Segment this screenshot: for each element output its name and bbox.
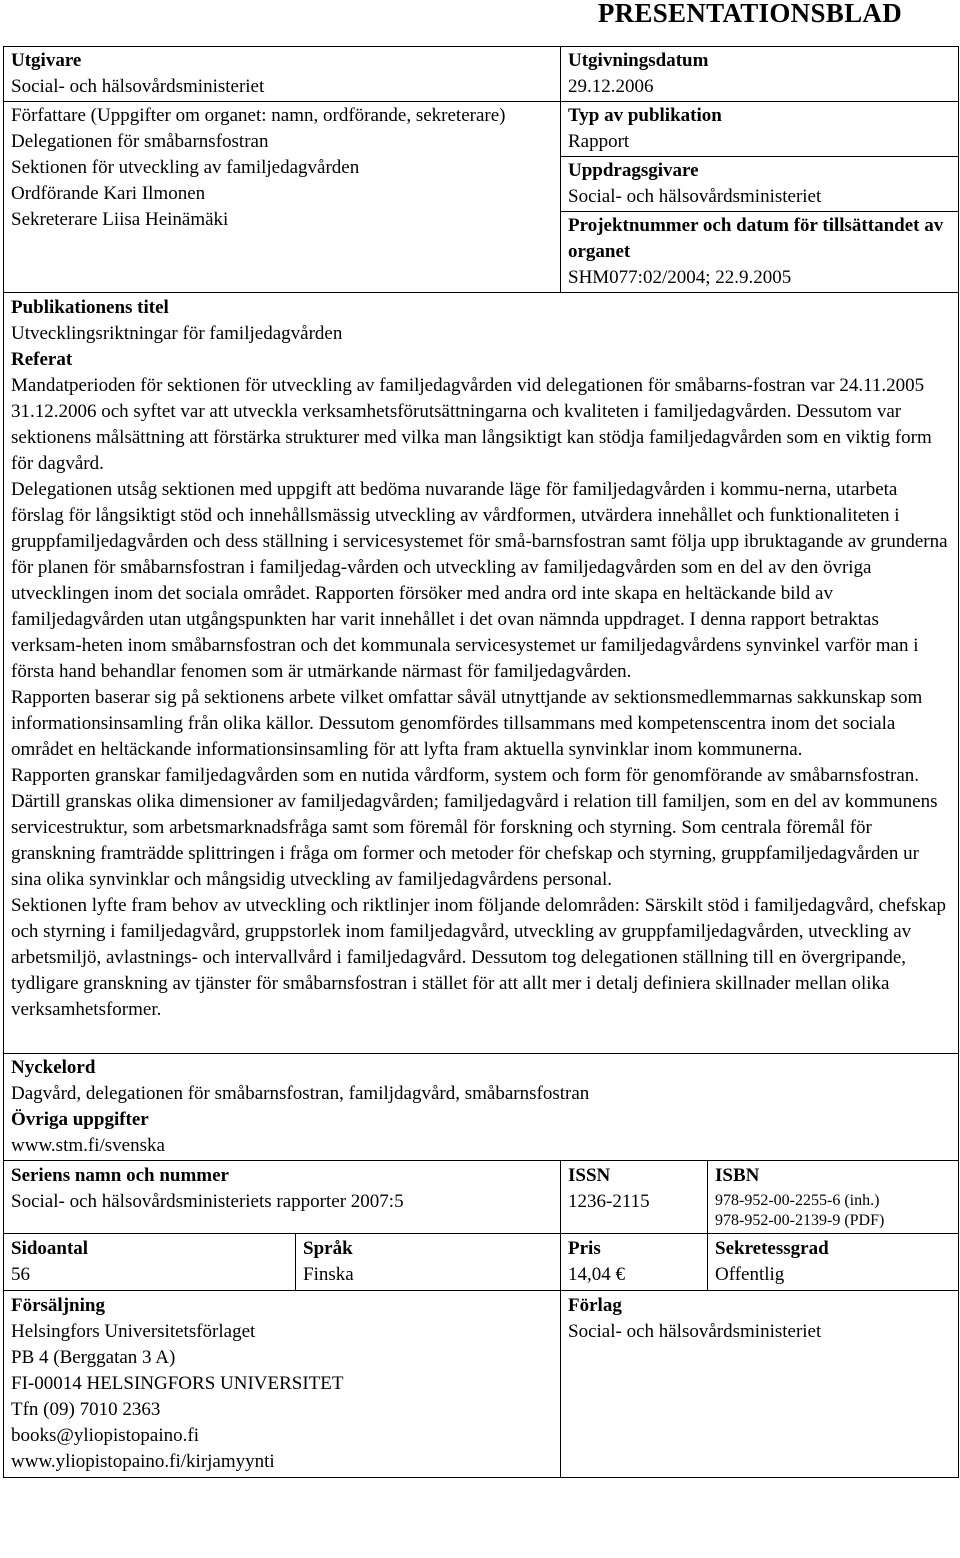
projektnummer-value: SHM077:02/2004; 22.9.2005 — [568, 267, 792, 288]
forlag-value: Social- och hälsovårdsministeriet — [568, 1321, 822, 1342]
sekretessgrad-value: Offentlig — [715, 1264, 785, 1285]
forsaljning-line[interactable]: books@yliopistopaino.fi — [11, 1425, 199, 1446]
nyckelord-label: Nyckelord — [11, 1057, 96, 1078]
utgivare-label: Utgivare — [11, 50, 82, 71]
utgivningsdatum-value: 29.12.2006 — [568, 76, 654, 97]
utgivningsdatum-section — [561, 47, 958, 102]
forsaljning-label: Försäljning — [11, 1295, 105, 1316]
pris-value: 14,04 € — [568, 1264, 625, 1285]
isbn-value: 978-952-00-2139-9 (PDF) — [715, 1212, 885, 1229]
issn-cell — [561, 1161, 708, 1234]
sidoantal-cell — [4, 1234, 296, 1291]
referat-paragraph: Rapporten baserar sig på sektionens arbete vilket omfattar såväl utnyttjande av sektionsmedlemmarnas sakkunskap som informationsinsamling från olika källor. Dessutom genomfördes tillsammans med kompetenscentra inom det sociala området en heltäckande informationsinsamling för att lyfta fram aktuella synvinklar inom kommunerna. — [11, 687, 923, 760]
referat-paragraph: Mandatperioden för sektionen för utveckling av familjedagvården vid delegationen för småbarns-fostran var 24.11.2005 31.12.2006 och syftet var att utveckla verksamhetsförutsättningarna och kvaliteten i familjedagvården. Dessutom var sektionens målsättning att förstärka strukturer med vilka man långsiktigt kan stödja familjedagvården som en viktig form för dagvård. — [11, 375, 932, 474]
keywords-cell — [4, 1054, 959, 1161]
utgivare-section — [4, 47, 560, 102]
sprak-cell — [296, 1234, 561, 1291]
serie-value: Social- och hälsovårdsministeriets rapporter 2007:5 — [11, 1191, 404, 1212]
isbn-value: 978-952-00-2255-6 (inh.) — [715, 1192, 880, 1209]
typ-label: Typ av publikation — [568, 105, 722, 126]
forsaljning-line: Helsingfors Universitetsförlaget — [11, 1321, 256, 1342]
referat-paragraph: Rapporten granskar familjedagvården som en nutida vårdform, system och form för genomförande av småbarnsfostran. Därtill granskas olika dimensioner av familjedagvården; familjedagvård i relation till familjen, som en del av kommunens servicestruktur, som arbetsmarknadsfråga samt som föremål för forskning och styrning. Som centrala föremål för granskning framträdde splittringen i fråga om former och metoder för chefskap och styrning, gruppfamiljedagvården ur sina olika synvinklar och mångsidig utveckling av familjedagvårdens personal. — [11, 765, 938, 890]
projektnummer-section — [561, 212, 958, 292]
uppdragsgivare-value: Social- och hälsovårdsministeriet — [568, 186, 822, 207]
ovriga-value: www.stm.fi/svenska — [11, 1135, 165, 1156]
sekretessgrad-label: Sekretessgrad — [715, 1238, 829, 1259]
forfattare-line: Ordförande Kari Ilmonen — [11, 183, 206, 204]
typ-section — [561, 102, 958, 157]
referat-paragraph: Sektionen lyfte fram behov av utveckling och riktlinjer inom följande delområden: Särskilt stöd i familjedagvård, chefskap och styrning i familjedagvård, gruppstorlek inom familjedagvård, utveckling av gruppfamiljedagvården, utveckling av arbetsmiljö, avlastnings- och intervallvård i familjedagvård. Dessutom tog delegationen ställning till en övergripande, tydligare granskning av tjänster för småbarnsfostran i stället för att allt mer i detalj definiera skillnader mellan olika verksamhetsformer. — [11, 895, 946, 1020]
titel-label: Publikationens titel — [11, 297, 169, 318]
forfattare-section — [4, 102, 560, 277]
left-header-cell — [4, 47, 561, 293]
projektnummer-label: Projektnummer och datum för tillsättandet av organet — [568, 215, 944, 262]
isbn-label: ISBN — [715, 1165, 760, 1186]
pris-label: Pris — [568, 1238, 601, 1259]
forfattare-line: Delegationen för småbarnsfostran — [11, 131, 269, 152]
serie-cell — [4, 1161, 561, 1234]
utgivningsdatum-label: Utgivningsdatum — [568, 50, 709, 71]
uppdragsgivare-label: Uppdragsgivare — [568, 160, 699, 181]
sprak-value: Finska — [303, 1264, 354, 1285]
titel-value: Utvecklingsriktningar för familjedagvården — [11, 323, 343, 344]
typ-value: Rapport — [568, 131, 630, 152]
right-header-cell — [561, 47, 959, 293]
forlag-label: Förlag — [568, 1295, 622, 1316]
issn-value: 1236-2115 — [568, 1191, 650, 1212]
forfattare-label: Författare (Uppgifter om organet: namn, ordförande, sekreterare) — [11, 105, 506, 126]
forsaljning-line: FI-00014 HELSINGFORS UNIVERSITET — [11, 1373, 344, 1394]
forsaljning-line[interactable]: www.yliopistopaino.fi/kirjamyynti — [11, 1451, 275, 1472]
ovriga-label: Övriga uppgifter — [11, 1109, 149, 1130]
uppdragsgivare-section — [561, 157, 958, 212]
referat-paragraph: Delegationen utsåg sektionen med uppgift att bedöma nuvarande läge för familjedagvården i kommu-nerna, utarbeta förslag för långsiktigt stöd och innehållsmässig utveckling av vårdformen, utvärdera innehållet och funktionaliteten i gruppfamiljedagvården och dess ställning i servicesystemet för små-barnsfostran samt följa upp ibruktagande av grunderna för planen för småbarnsfostran i familjedag-vården och utveckling av familjedagvården som en del av den övriga utvecklingen inom det sociala området. Rapporten försöker med andra ord inte skapa en heltäckande bild av familjedagvården utan utgångspunkten har varit innehållet i det ovan nämnda uppdraget. I denna rapport betraktas verksam-heten inom småbarnsfostran och det kommunala servicesystemet ur familjedagvårdens synvinkel varför man i första hand behandlar fenomen som är utmärkande närmast för familjedagvården. — [11, 479, 948, 682]
forsaljning-cell — [4, 1291, 561, 1478]
issn-label: ISSN — [568, 1165, 611, 1186]
serie-label: Seriens namn och nummer — [11, 1165, 229, 1186]
forfattare-line: Sektionen för utveckling av familjedagvården — [11, 157, 360, 178]
nyckelord-value: Dagvård, delegationen för småbarnsfostran, familjdagvård, småbarnsfostran — [11, 1083, 590, 1104]
page-title: PRESENTATIONSBLAD — [597, 0, 902, 28]
pris-cell — [561, 1234, 708, 1291]
isbn-cell — [708, 1161, 959, 1234]
sprak-label: Språk — [303, 1238, 353, 1259]
utgivare-value: Social- och hälsovårdsministeriet — [11, 76, 265, 97]
forfattare-line: Sekreterare Liisa Heinämäki — [11, 209, 229, 230]
referat-label: Referat — [11, 349, 73, 370]
forsaljning-line: Tfn (09) 7010 2363 — [11, 1399, 161, 1420]
sidoantal-label: Sidoantal — [11, 1238, 89, 1259]
sidoantal-value: 56 — [11, 1264, 30, 1285]
forlag-cell — [561, 1291, 959, 1478]
titel-referat-cell — [4, 293, 959, 1054]
presentation-form — [3, 46, 959, 1478]
sekretessgrad-cell — [708, 1234, 959, 1291]
forsaljning-line: PB 4 (Berggatan 3 A) — [11, 1347, 176, 1368]
